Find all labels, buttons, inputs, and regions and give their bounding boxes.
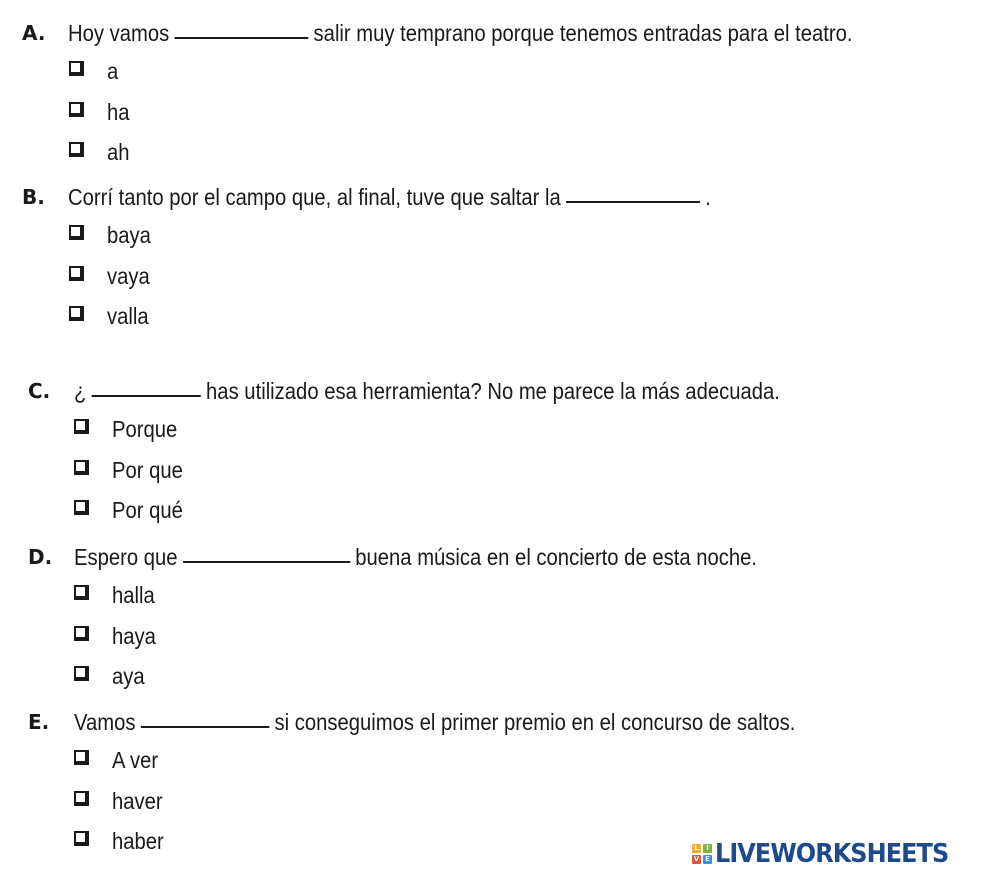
checkbox-icon[interactable] [74,626,89,641]
option-label: halla [112,582,155,608]
checkbox-icon[interactable] [74,831,89,846]
question-text-before: Corrí tanto por el campo que, al final, tuve que saltar la [68,184,561,210]
question-e [0,702,1000,742]
option-label: ah [107,139,130,165]
checkbox-icon[interactable] [69,142,84,157]
checkbox-icon[interactable] [74,750,89,765]
question-letter: D. [28,545,53,569]
answer-blank[interactable] [183,537,350,563]
logo-grid-cell: E [703,855,712,864]
liveworksheets-logo [692,834,969,874]
option-label: Por que [112,456,183,483]
logo-grid-icon [692,844,712,864]
option-label: aya [112,663,145,689]
checkbox-icon[interactable] [69,266,84,281]
option-label: Por qué [112,497,183,523]
option-label: valla [107,303,149,329]
option-label: a [107,58,119,84]
question-letter: E. [28,710,50,734]
option-label: ha [107,98,130,125]
checkbox-icon[interactable] [74,666,89,681]
checkbox-icon[interactable] [69,61,84,76]
option-label: Porque [112,416,178,442]
answer-blank[interactable] [175,13,309,39]
checkbox-icon[interactable] [74,419,89,434]
checkbox-icon[interactable] [74,791,89,806]
checkbox-icon[interactable] [69,102,84,117]
question-text-after: si conseguimos el primer premio en el concurso de saltos. [274,709,796,735]
question-text-before: Espero que [74,544,178,570]
checkbox-icon[interactable] [74,585,89,600]
option-label: A ver [112,747,159,773]
question-text-after: buena música en el concierto de esta noche. [355,544,757,570]
logo-grid-cell: I [703,844,712,853]
logo-grid-cell: L [692,844,701,853]
question-text-before: Vamos [74,709,136,735]
checkbox-icon[interactable] [74,500,89,515]
question-text-after: . [705,184,711,210]
question-text [74,537,757,577]
question-letter: B. [22,185,45,209]
answer-blank[interactable] [92,371,201,397]
option-label: baya [107,222,151,248]
question-text-before: ¿ [74,378,87,404]
answer-blank[interactable] [141,702,269,728]
checkbox-icon[interactable] [69,306,84,321]
question-b [0,177,1000,217]
checkbox-icon[interactable] [74,460,89,475]
question-text-after: has utilizado esa herramienta? No me parece la más adecuada. [206,378,780,404]
checkbox-icon[interactable] [69,225,84,240]
option-label: haber [112,828,164,854]
question-text-after: salir muy temprano porque tenemos entradas para el teatro. [313,20,853,46]
question-c [0,371,1000,411]
option-label: vaya [107,262,150,289]
logo-grid-cell: V [693,855,700,863]
question-letter: A. [22,21,46,45]
question-text [74,371,780,411]
question-text [68,13,852,53]
question-d [0,537,1000,577]
option-label: haya [112,622,156,649]
question-letter: C. [28,379,51,403]
logo-text: LIVEWORKSHEETS [715,839,949,869]
question-a [0,13,1000,53]
question-text-before: Hoy vamos [68,20,170,46]
answer-blank[interactable] [566,177,700,203]
question-text [68,177,711,217]
question-text [74,702,795,742]
option-label: haver [112,787,163,814]
